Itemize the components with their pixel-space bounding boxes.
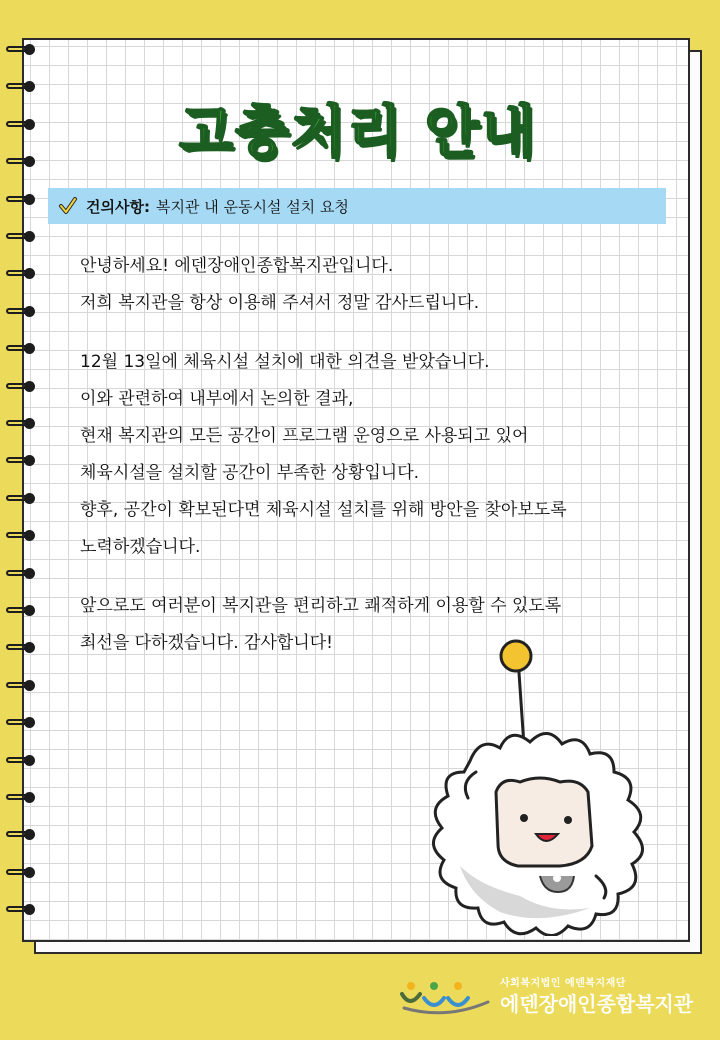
binding-ring: [6, 717, 36, 729]
paragraph-greeting: [80, 248, 650, 322]
binding-ring: [6, 867, 36, 879]
check-icon: [58, 196, 78, 216]
banner-label: 건의사항:: [86, 197, 150, 216]
paragraph-response: [80, 344, 650, 566]
text-line: 앞으로도 여러분이 복지관을 편리하고 쾌적하게 이용할 수 있도록: [80, 596, 562, 616]
binding-ring: [6, 81, 36, 93]
footer-foundation-name: 사회복지법인 에덴복지재단: [500, 978, 626, 989]
text-line: 향후, 공간이 확보된다면 체육시설 설치를 위해 방안을 찾아보도록: [80, 500, 567, 520]
binding-ring: [6, 642, 36, 654]
footer-brand: [398, 968, 708, 1028]
binding-ring: [6, 755, 36, 767]
binding-ring: [6, 268, 36, 280]
binding-ring: [6, 493, 36, 505]
binding-ring: [6, 418, 36, 430]
spiral-binding: [6, 38, 40, 942]
organization-logo-icon: [398, 972, 492, 1018]
text-line: 이와 관련하여 내부에서 논의한 결과,: [80, 389, 354, 409]
text-line: 최선을 다하겠습니다. 감사합니다!: [80, 633, 333, 653]
binding-ring: [6, 343, 36, 355]
text-line: 현재 복지관의 모든 공간이 프로그램 운영으로 사용되고 있어: [80, 426, 529, 446]
binding-ring: [6, 530, 36, 542]
binding-ring: [6, 156, 36, 168]
binding-ring: [6, 455, 36, 467]
text-line: 노력하겠습니다.: [80, 537, 201, 557]
binding-ring: [6, 680, 36, 692]
binding-ring: [6, 306, 36, 318]
banner-text: 복지관 내 운동시설 설치 요청: [155, 197, 349, 216]
binding-ring: [6, 568, 36, 580]
binding-ring: [6, 792, 36, 804]
footer-organization-name: 에덴장애인종합복지관: [500, 992, 694, 1016]
binding-ring: [6, 381, 36, 393]
page-title: 고충처리 안내: [178, 100, 538, 165]
text-line: 12월 13일에 체육시설 설치에 대한 의견을 받았습니다.: [80, 352, 490, 372]
binding-ring: [6, 119, 36, 131]
text-line: 저희 복지관을 항상 이용해 주셔서 정말 감사드립니다.: [80, 293, 480, 313]
binding-ring: [6, 231, 36, 243]
binding-ring: [6, 44, 36, 56]
binding-ring: [6, 194, 36, 206]
text-line: 안녕하세요! 에덴장애인종합복지관입니다.: [80, 256, 394, 276]
binding-ring: [6, 904, 36, 916]
mascot-illustration: [400, 596, 670, 936]
binding-ring: [6, 829, 36, 841]
binding-ring: [6, 605, 36, 617]
subject-banner: [48, 188, 666, 224]
text-line: 체육시설을 설치할 공간이 부족한 상황입니다.: [80, 463, 420, 483]
